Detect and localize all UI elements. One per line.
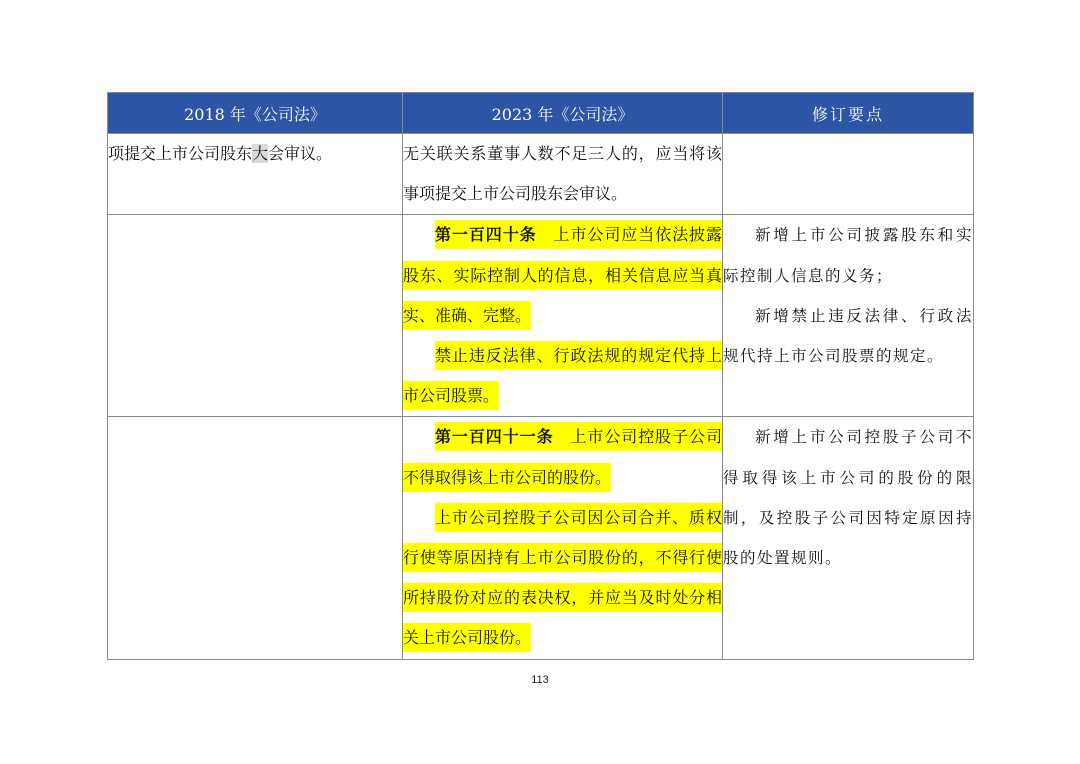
table-row <box>108 215 974 417</box>
page-number: 113 <box>531 674 549 686</box>
header-revision-points: 修订要点 <box>723 93 974 134</box>
article-number: 第一百四十条 <box>435 225 537 245</box>
revision-note-1: 新增上市公司控股子公司不得取得该上市公司的股份的限制，及控股子公司因特定原因持股的处置规则。 <box>723 428 973 568</box>
new-law-paragraph-1: 第一百四十条 上市公司应当依法披露股东、实际控制人的信息，相关信息应当真实、准确、完整。 <box>403 215 722 336</box>
new-law-cell <box>403 417 723 659</box>
old-law-cell <box>108 215 403 417</box>
new-law-paragraph-2: 上市公司控股子公司因公司合并、质权行使等原因持有上市公司股份的，不得行使所持股份对应的表决权，并应当及时处分相关上市公司股份。 <box>403 498 722 659</box>
header-2023: 2023 年《公司法》 <box>403 93 723 134</box>
table-row <box>108 134 974 215</box>
law-comparison-table <box>107 92 974 660</box>
header-2018: 2018 年《公司法》 <box>108 93 403 134</box>
old-law-cell <box>108 417 403 659</box>
new-law-paragraph-1: 第一百四十一条 上市公司控股子公司不得取得该上市公司的股份。 <box>403 417 722 497</box>
new-law-cell <box>403 215 723 417</box>
header-row <box>108 93 974 134</box>
old-law-text: 项提交上市公司股东大会审议。 <box>108 144 333 163</box>
revision-note-2: 新增禁止违反法律、行政法规代持上市公司股票的规定。 <box>723 306 973 366</box>
new-law-paragraph-2: 禁止违反法律、行政法规的规定代持上市公司股票。 <box>403 336 722 416</box>
revision-note-1: 新增上市公司披露股东和实际控制人信息的义务； <box>723 226 973 285</box>
revision-note-cell <box>723 215 974 417</box>
old-law-cell <box>108 134 403 215</box>
revision-note-cell <box>723 417 974 659</box>
new-law-text: 无关联关系董事人数不足三人的，应当将该事项提交上市公司股东会审议。 <box>403 144 722 204</box>
new-law-cell <box>403 134 723 215</box>
article-number: 第一百四十一条 <box>435 427 554 447</box>
table-row <box>108 417 974 659</box>
revision-note-cell <box>723 134 974 215</box>
shaded-char: 大 <box>252 144 269 163</box>
